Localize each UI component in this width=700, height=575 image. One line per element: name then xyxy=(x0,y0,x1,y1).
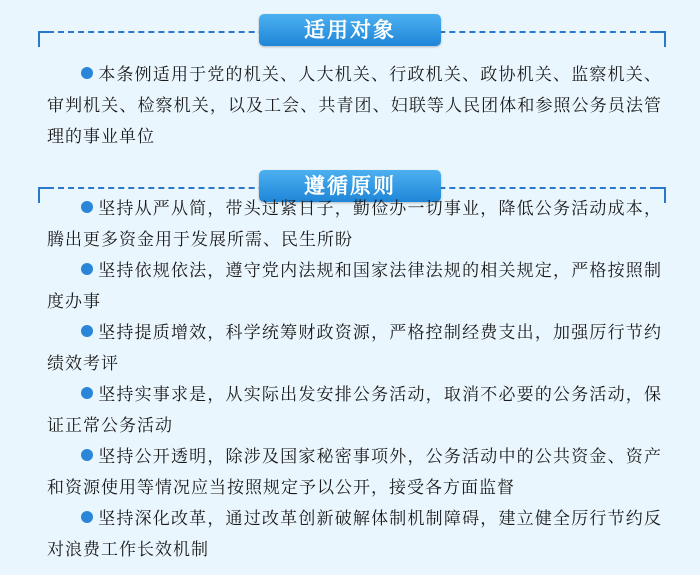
corner-bracket-left xyxy=(38,31,50,47)
item-text: 坚持从严从简，带头过紧日子，勤俭办一切事业，降低公务活动成本，腾出更多资金用于发展所需、民生所盼 xyxy=(47,199,662,250)
bullet-icon xyxy=(81,387,93,399)
section-header xyxy=(0,0,700,48)
section-body xyxy=(47,194,662,566)
item-text: 坚持公开透明，除涉及国家秘密事项外，公务活动中的公共资金、资产和资源使用等情况应当按照规定予以公开，接受各方面监督 xyxy=(47,447,662,498)
section-title: 遵循原则 xyxy=(259,170,441,202)
list-item xyxy=(47,256,662,318)
section-body xyxy=(47,60,662,153)
list-item xyxy=(47,380,662,442)
list-item xyxy=(47,504,662,566)
bullet-icon xyxy=(81,201,93,213)
bullet-icon xyxy=(81,449,93,461)
bullet-icon xyxy=(81,325,93,337)
section-applicable-objects xyxy=(0,0,700,160)
section-principles xyxy=(0,156,700,575)
bullet-icon xyxy=(81,263,93,275)
list-item xyxy=(47,194,662,256)
item-text: 坚持提质增效，科学统筹财政资源，严格控制经费支出，加强厉行节约绩效考评 xyxy=(47,323,662,374)
item-text: 坚持深化改革，通过改革创新破解体制机制障碍，建立健全厉行节约反对浪费工作长效机制 xyxy=(47,509,662,560)
list-item xyxy=(47,442,662,504)
bullet-icon xyxy=(81,67,93,79)
item-text: 本条例适用于党的机关、人大机关、行政机关、政协机关、监察机关、审判机关、检察机关，以及工会、共青团、妇联等人民团体和参照公务员法管理的事业单位 xyxy=(47,65,662,147)
bullet-icon xyxy=(81,511,93,523)
section-title: 适用对象 xyxy=(259,14,441,46)
item-text: 坚持实事求是，从实际出发安排公务活动，取消不必要的公务活动，保证正常公务活动 xyxy=(47,385,662,436)
list-item xyxy=(47,60,662,153)
corner-bracket-right xyxy=(654,31,666,47)
list-item xyxy=(47,318,662,380)
item-text: 坚持依规依法，遵守党内法规和国家法律法规的相关规定，严格按照制度办事 xyxy=(47,261,662,312)
